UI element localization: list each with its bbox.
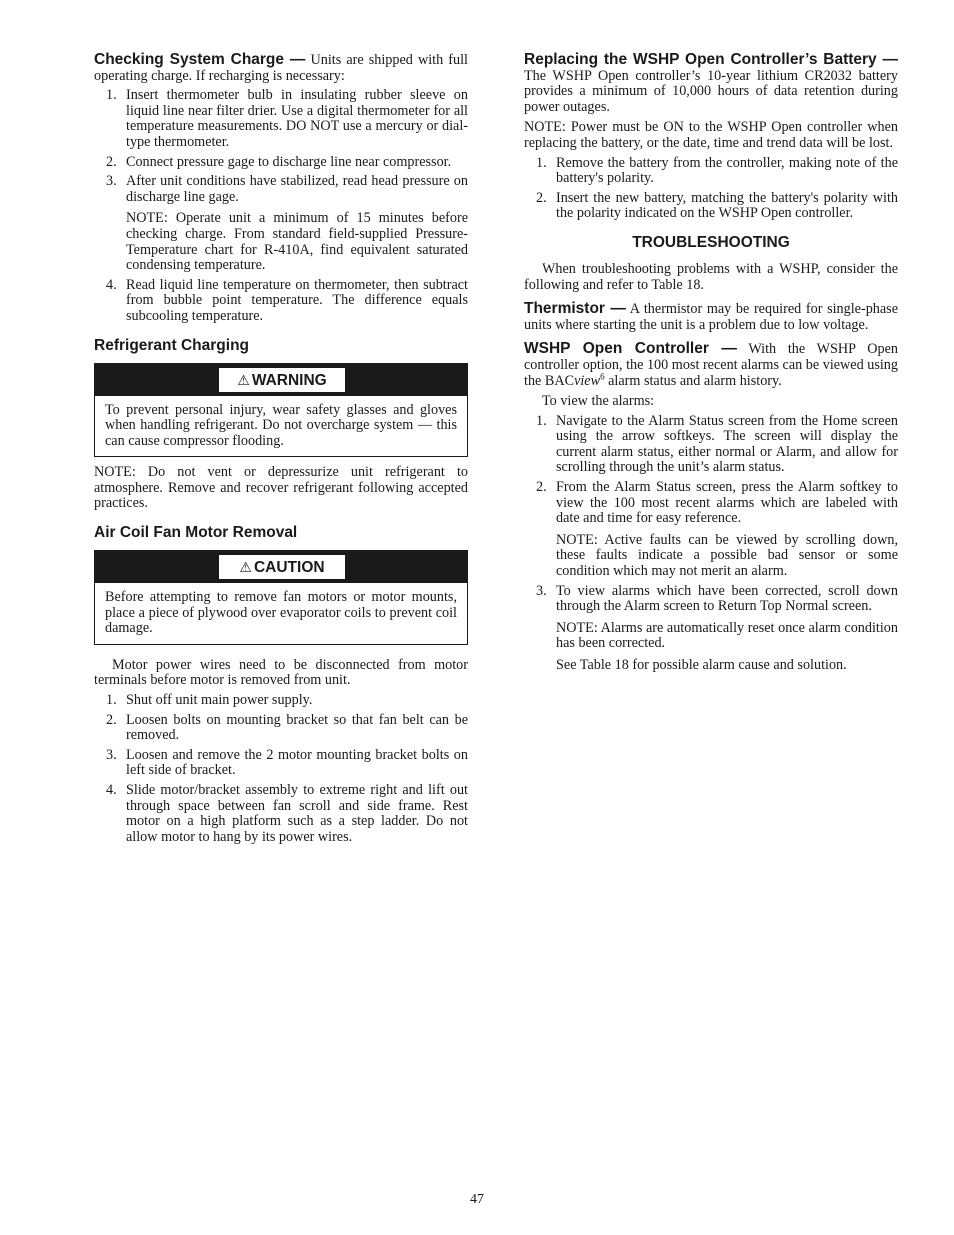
list-item	[524, 414, 898, 476]
caution-label-text: CAUTION	[253, 559, 325, 577]
wshp-open-controller-heading: WSHP Open Controller —	[524, 340, 737, 358]
list-number: 1.	[106, 692, 117, 709]
wshp-open-controller-paragraph	[524, 341, 898, 389]
thermistor-paragraph	[524, 301, 898, 333]
alarms-reset-note: NOTE: Alarms are automatically reset once alarm condition has been corrected.	[556, 619, 898, 652]
motor-removal-steps-list	[94, 693, 468, 845]
list-item	[524, 191, 898, 222]
warning-label-text: WARNING	[251, 371, 327, 389]
list-number: 3.	[106, 746, 117, 763]
vent-refrigerant-note: NOTE: Do not vent or depressurize unit refrigerant to atmosphere. Remove and recover refrigerant following accepted practices.	[94, 464, 468, 512]
thermistor-text: A thermistor may be required for single-phase units where starting the unit is a problem due to low voltage.	[524, 301, 898, 333]
list-number: 4.	[106, 276, 117, 293]
warning-text: To prevent personal injury, wear safety glasses and gloves when handling refrigerant. Do not overcharge system — this can cause compressor flooding.	[105, 401, 457, 449]
warning-header-bar	[95, 364, 467, 396]
caution-text: Before attempting to remove fan motors or motor mounts, place a piece of plywood over evaporator coils to prevent coil damage.	[105, 589, 457, 637]
left-column	[94, 52, 468, 849]
motor-power-wires-paragraph: Motor power wires need to be disconnected from motor terminals before motor is removed from unit.	[94, 656, 468, 689]
view-alarms-intro: To view the alarms:	[542, 393, 655, 410]
list-item	[94, 748, 468, 779]
checking-intro-text: Units are shipped with full operating charge. If recharging is necessary:	[94, 52, 469, 84]
warning-label	[219, 368, 345, 392]
see-table-note: See Table 18 for possible alarm cause and solution.	[556, 657, 847, 673]
refrigerant-charging-heading: Refrigerant Charging	[94, 336, 250, 354]
list-item	[94, 88, 468, 150]
list-text: To view alarms which have been corrected, scroll down through the Alarm screen to Return Top Normal screen.	[556, 582, 898, 615]
list-number: 2.	[536, 189, 547, 206]
list-item	[94, 174, 468, 274]
list-text: Loosen and remove the 2 motor mounting bracket bolts on left side of bracket.	[126, 746, 468, 779]
troubleshooting-intro: When troubleshooting problems with a WSHP, consider the following and refer to Table 18.	[524, 260, 898, 293]
right-column	[524, 52, 898, 678]
troubleshooting-heading: TROUBLESHOOTING	[632, 233, 790, 251]
battery-heading: Replacing the WSHP Open Controller’s Battery —	[524, 51, 898, 68]
list-number: 3.	[536, 582, 547, 599]
list-number: 1.	[106, 87, 117, 104]
list-number: 2.	[106, 711, 117, 728]
list-item	[94, 278, 468, 325]
warning-box	[94, 363, 468, 458]
caution-header-bar	[95, 551, 467, 583]
list-item	[524, 480, 898, 580]
air-coil-fan-motor-removal-heading: Air Coil Fan Motor Removal	[94, 524, 298, 542]
thermistor-heading: Thermistor —	[524, 300, 626, 318]
list-text: Insert thermometer bulb in insulating rubber sleeve on liquid line near filter drier. Use a digital thermometer for all temperature measurements. DO NOT use a mercury or dial-type thermometer.	[126, 87, 468, 150]
list-number: 1.	[536, 412, 547, 429]
list-item	[524, 156, 898, 187]
active-faults-note: NOTE: Active faults can be viewed by scrolling down, these faults indicate a possible bad sensor or some condition which may not merit an alarm.	[556, 531, 898, 580]
controller-text-b: alarm status and alarm history.	[604, 372, 782, 389]
list-text: Connect pressure gage to discharge line near compressor.	[126, 153, 452, 170]
list-item	[94, 783, 468, 845]
battery-paragraph	[524, 52, 898, 115]
list-item	[94, 713, 468, 744]
list-text: Insert the new battery, matching the battery's polarity with the polarity indicated on the WSHP Open controller.	[556, 189, 898, 222]
list-number: 1.	[536, 154, 547, 171]
list-item	[94, 693, 468, 709]
battery-intro-text: The WSHP Open controller’s 10-year lithium CR2032 battery provides a minimum of 10,000 hours of data retention during power outages.	[524, 67, 898, 115]
list-number: 2.	[536, 479, 547, 496]
bacview-superscript: 6	[600, 370, 605, 381]
list-text: Loosen bolts on mounting bracket so that fan belt can be removed.	[126, 711, 468, 744]
list-text: Slide motor/bracket assembly to extreme right and lift out through space between fan scroll and side frame. Rest motor on a high platform such as a step ladder. Do not allow motor to hang by its power wires.	[126, 782, 468, 845]
alarm-steps-list	[524, 414, 898, 674]
controller-text-a: With the WSHP Open controller option, the 100 most recent alarms can be viewed using the BAC	[524, 341, 899, 389]
list-text: Remove the battery from the controller, making note of the battery's polarity.	[556, 154, 898, 187]
list-number: 2.	[106, 153, 117, 170]
battery-steps-list	[524, 156, 898, 222]
battery-power-note: NOTE: Power must be ON to the WSHP Open controller when replacing the battery, or the date, time and trend data will be lost.	[524, 119, 898, 151]
list-text: Navigate to the Alarm Status screen from the Home screen using the arrow softkeys. The screen will display the current alarm status, either normal or Alarm, and allow for scrolling through the unit’s alarm status.	[556, 412, 898, 476]
caution-box	[94, 550, 468, 645]
list-number: 4.	[106, 782, 117, 798]
caution-triangle-icon: ⚠	[239, 559, 252, 576]
caution-label	[219, 555, 345, 579]
list-number: 3.	[106, 173, 117, 190]
checking-system-charge-heading: Checking System Charge —	[94, 51, 306, 68]
list-item	[524, 584, 898, 674]
list-text: Read liquid line temperature on thermometer, then subtract from bubble point temperature. The difference equals subcooling temperature.	[126, 276, 468, 324]
warning-triangle-icon: ⚠	[237, 371, 250, 388]
list-text: Shut off unit main power supply.	[126, 692, 313, 709]
checking-steps-list	[94, 88, 468, 324]
list-text: From the Alarm Status screen, press the Alarm softkey to view the 100 most recent alarms which are labeled with date and time for easy reference.	[556, 479, 898, 527]
bacview-italic: view	[574, 372, 601, 389]
operate-unit-note: NOTE: Operate unit a minimum of 15 minutes before checking charge. From standard field-supplied Pressure-Temperature chart for R-410A, find equivalent saturated condensing temperature.	[126, 210, 468, 274]
list-text: After unit conditions have stabilized, read head pressure on discharge line gage.	[126, 173, 468, 205]
page-number: 47	[470, 1192, 484, 1207]
checking-system-charge-paragraph	[94, 52, 468, 84]
list-item	[94, 155, 468, 171]
